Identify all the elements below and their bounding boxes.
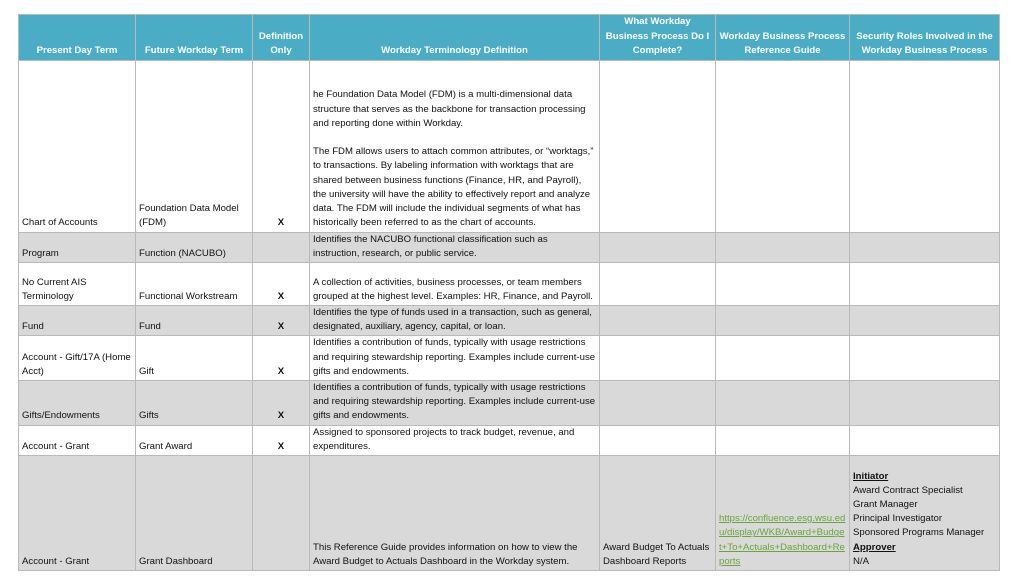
cell-definition-only[interactable]: X	[253, 336, 310, 381]
table-row	[19, 60, 1000, 232]
terminology-table	[18, 14, 1000, 571]
cell-definition-only[interactable]: X	[253, 60, 310, 232]
cell-reference-guide[interactable]	[716, 60, 850, 232]
cell-present-term[interactable]: Fund	[19, 305, 136, 335]
cell-definition-only[interactable]: X	[253, 380, 310, 425]
cell-present-term[interactable]: Account - Gift/17A (Home Acct)	[19, 336, 136, 381]
cell-reference-guide[interactable]	[716, 336, 850, 381]
cell-reference-guide[interactable]	[716, 455, 850, 570]
cell-security-roles[interactable]	[850, 336, 1000, 381]
table-row	[19, 262, 1000, 305]
cell-present-term[interactable]: Account - Grant	[19, 425, 136, 455]
table-row	[19, 380, 1000, 425]
role-item: Award Contract Specialist	[853, 484, 963, 496]
cell-definition[interactable]: Identifies the type of funds used in a transaction, such as general, designated, auxiliary, agency, capital, or loan.	[310, 305, 600, 335]
header-business-process[interactable]: What Workday Business Process Do I Complete?	[600, 15, 716, 61]
cell-definition[interactable]: A collection of activities, business processes, or team members grouped at the highest level. Examples: HR, Finance, and Payroll.	[310, 262, 600, 305]
cell-business-process[interactable]	[600, 232, 716, 262]
cell-business-process[interactable]	[600, 305, 716, 335]
cell-security-roles[interactable]	[850, 232, 1000, 262]
cell-definition[interactable]: Assigned to sponsored projects to track budget, revenue, and expenditures.	[310, 425, 600, 455]
table-row	[19, 305, 1000, 335]
cell-definition[interactable]: Identifies a contribution of funds, typically with usage restrictions and requiring stewardship reporting. Examples include current-use gifts and endowments.	[310, 336, 600, 381]
definition-paragraph: he Foundation Data Model (FDM) is a multi-dimensional data structure that serves as the backbone for transaction processing and reporting done within Workday.	[313, 89, 586, 129]
cell-security-roles[interactable]	[850, 425, 1000, 455]
cell-future-term[interactable]: Gift	[136, 336, 253, 381]
role-item: Sponsored Programs Manager	[853, 527, 985, 539]
cell-future-term[interactable]: Gifts	[136, 380, 253, 425]
header-future-workday-term[interactable]: Future Workday Term	[136, 15, 253, 61]
reference-guide-link[interactable]: https://confluence.esg.wsu.edu/display/WKB/Award+Budget+To+Actuals+Dashboard+Reports	[719, 513, 846, 567]
cell-present-term[interactable]: Gifts/Endowments	[19, 380, 136, 425]
cell-security-roles[interactable]	[850, 60, 1000, 232]
table-row	[19, 336, 1000, 381]
header-reference-guide[interactable]: Workday Business Process Reference Guide	[716, 15, 850, 61]
cell-present-term[interactable]: Account - Grant	[19, 455, 136, 570]
cell-business-process[interactable]	[600, 425, 716, 455]
cell-definition-only[interactable]: X	[253, 425, 310, 455]
cell-definition-only[interactable]: X	[253, 262, 310, 305]
cell-definition-only[interactable]	[253, 232, 310, 262]
header-security-roles[interactable]: Security Roles Involved in the Workday Business Process	[850, 15, 1000, 61]
cell-definition-only[interactable]	[253, 455, 310, 570]
cell-reference-guide[interactable]	[716, 262, 850, 305]
cell-security-roles[interactable]	[850, 455, 1000, 570]
cell-business-process[interactable]: Award Budget To Actuals Dashboard Reports	[600, 455, 716, 570]
role-item: N/A	[853, 555, 869, 567]
cell-future-term[interactable]: Fund	[136, 305, 253, 335]
cell-business-process[interactable]	[600, 336, 716, 381]
initiator-heading: Initiator	[853, 470, 889, 482]
cell-security-roles[interactable]	[850, 380, 1000, 425]
header-present-day-term[interactable]: Present Day Term	[19, 15, 136, 61]
table-header	[19, 15, 1000, 61]
cell-present-term[interactable]: Chart of Accounts	[19, 60, 136, 232]
cell-future-term[interactable]: Grant Award	[136, 425, 253, 455]
cell-security-roles[interactable]	[850, 262, 1000, 305]
cell-security-roles[interactable]	[850, 305, 1000, 335]
cell-reference-guide[interactable]	[716, 305, 850, 335]
definition-paragraph: The FDM allows users to attach common attributes, or “worktags,” to transactions. By labeling information with worktags that are shared between business functions (Finance, HR, and Payroll), the university will have the ability to effectively report and analyze data. The FDM will include the individual segments of what has historically been referred to as the chart of accounts.	[313, 146, 594, 229]
cell-future-term[interactable]: Function (NACUBO)	[136, 232, 253, 262]
cell-present-term[interactable]: Program	[19, 232, 136, 262]
table-row	[19, 232, 1000, 262]
cell-reference-guide[interactable]	[716, 380, 850, 425]
cell-present-term[interactable]: No Current AIS Terminology	[19, 262, 136, 305]
role-item: Principal Investigator	[853, 513, 943, 525]
cell-definition[interactable]	[310, 60, 600, 232]
cell-business-process[interactable]	[600, 262, 716, 305]
cell-future-term[interactable]: Foundation Data Model (FDM)	[136, 60, 253, 232]
cell-definition-only[interactable]: X	[253, 305, 310, 335]
cell-future-term[interactable]: Grant Dashboard	[136, 455, 253, 570]
cell-reference-guide[interactable]	[716, 232, 850, 262]
approver-heading: Approver	[853, 541, 896, 553]
header-definition-only[interactable]: Definition Only	[253, 15, 310, 61]
table-row	[19, 425, 1000, 455]
header-definition[interactable]: Workday Terminology Definition	[310, 15, 600, 61]
cell-definition[interactable]: This Reference Guide provides information on how to view the Award Budget to Actuals Dashboard in the Workday system.	[310, 455, 600, 570]
cell-business-process[interactable]	[600, 380, 716, 425]
cell-definition[interactable]: Identifies a contribution of funds, typically with usage restrictions and requiring stewardship reporting. Examples include current-use gifts and endowments.	[310, 380, 600, 425]
cell-definition[interactable]: Identifies the NACUBO functional classification such as instruction, research, or public service.	[310, 232, 600, 262]
cell-business-process[interactable]	[600, 60, 716, 232]
role-item: Grant Manager	[853, 498, 918, 510]
cell-reference-guide[interactable]	[716, 425, 850, 455]
cell-future-term[interactable]: Functional Workstream	[136, 262, 253, 305]
table-row	[19, 455, 1000, 570]
